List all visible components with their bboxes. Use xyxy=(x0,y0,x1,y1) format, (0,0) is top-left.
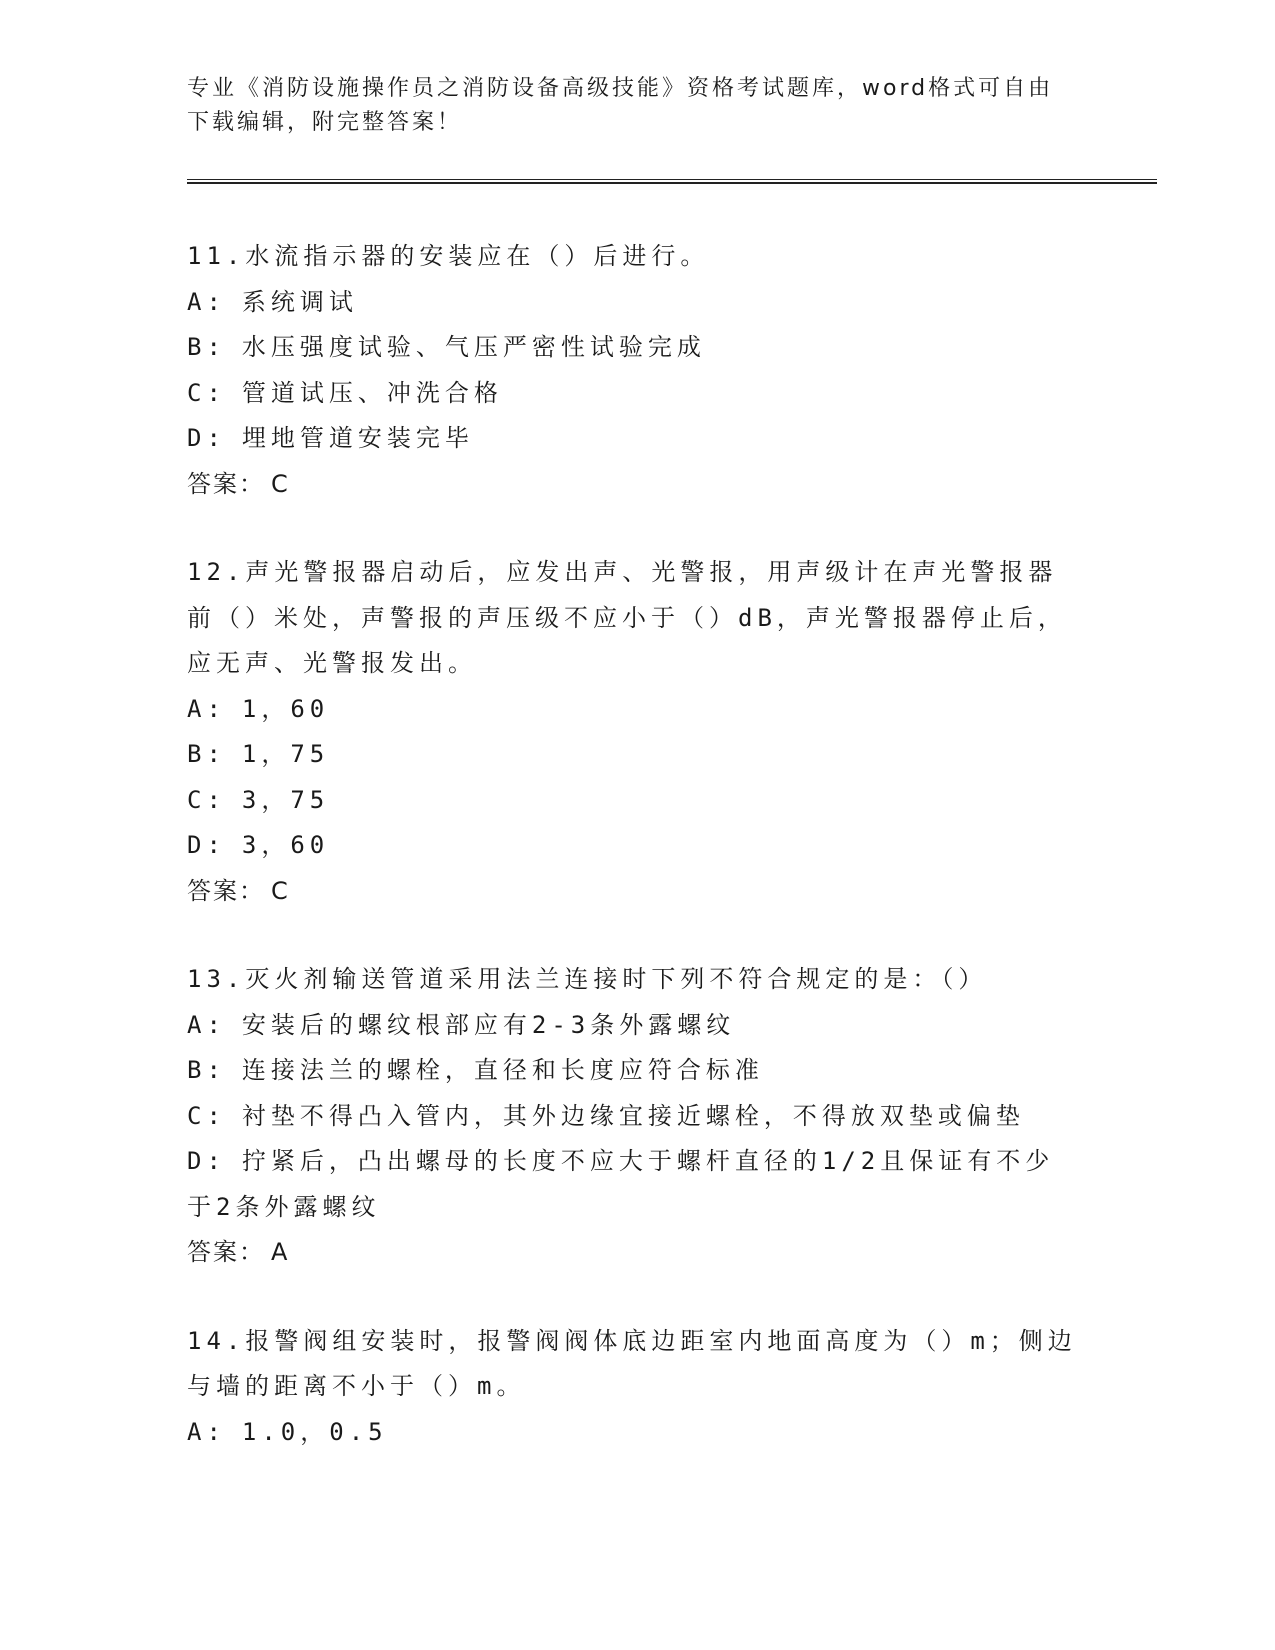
option-text: 1.0，0.5 xyxy=(241,1417,388,1446)
option-key: A: xyxy=(187,694,226,723)
option-key: D: xyxy=(187,424,226,452)
header-divider-thin xyxy=(187,179,1157,180)
option-text: 管道试压、冲洗合格 xyxy=(241,378,503,407)
option-b xyxy=(187,1048,1087,1094)
question-14 xyxy=(187,1319,1087,1456)
option-key: D: xyxy=(187,831,226,859)
answer-value: C xyxy=(271,876,290,905)
option-text: 3，75 xyxy=(241,785,330,814)
option-key: B: xyxy=(187,1056,226,1084)
option-text: 安装后的螺纹根部应有2-3条外露螺纹 xyxy=(241,1010,736,1039)
option-c xyxy=(187,1094,1087,1140)
question-list xyxy=(187,234,1087,1498)
option-key: C: xyxy=(187,1101,226,1130)
option-a xyxy=(187,1410,1087,1456)
option-text: 衬垫不得凸入管内，其外边缘宜接近螺栓，不得放双垫或偏垫 xyxy=(241,1101,1025,1130)
answer-line xyxy=(187,462,1087,508)
option-c xyxy=(187,778,1087,824)
option-c xyxy=(187,371,1087,417)
option-d xyxy=(187,823,1087,869)
option-text: 系统调试 xyxy=(241,287,358,316)
header-divider-thick xyxy=(187,182,1157,184)
answer-label: 答案： xyxy=(187,1238,265,1266)
option-text: 1，75 xyxy=(241,740,330,768)
answer-label: 答案： xyxy=(187,469,265,498)
option-d xyxy=(187,1139,1077,1230)
option-key: D: xyxy=(187,1147,226,1175)
question-13 xyxy=(187,957,1087,1276)
option-key: C: xyxy=(187,785,226,814)
question-stem: 14.报警阀组安装时，报警阀阀体底边距室内地面高度为（）m；侧边与墙的距离不小于（）m。 xyxy=(187,1326,1077,1400)
document-header: 专业《消防设施操作员之消防设备高级技能》资格考试题库，word格式可自由下载编辑，附完整答案！ xyxy=(187,76,1054,135)
option-b xyxy=(187,325,1087,371)
option-key: C: xyxy=(187,378,226,407)
option-text: 1，60 xyxy=(241,694,330,723)
question-12 xyxy=(187,550,1087,914)
answer-line xyxy=(187,869,1087,915)
question-stem: 13.灭火剂输送管道采用法兰连接时下列不符合规定的是：（） xyxy=(187,965,988,993)
option-text: 3，60 xyxy=(241,831,330,859)
answer-value: C xyxy=(271,469,290,498)
question-stem: 12.声光警报器启动后，应发出声、光警报，用声级计在声光警报器前（）米处，声警报的声压级不应小于（）dB，声光警报器停止后，应无声、光警报发出。 xyxy=(187,558,1067,677)
option-text: 连接法兰的螺栓，直径和长度应符合标准 xyxy=(241,1056,764,1084)
answer-line xyxy=(187,1230,1087,1276)
option-a xyxy=(187,280,1087,326)
option-key: A: xyxy=(187,1010,226,1039)
option-text: 埋地管道安装完毕 xyxy=(241,424,474,452)
question-11 xyxy=(187,234,1087,507)
answer-label: 答案： xyxy=(187,876,265,905)
option-text: 拧紧后，凸出螺母的长度不应大于螺杆直径的1/2且保证有不少于2条外露螺纹 xyxy=(187,1147,1055,1221)
option-key: A: xyxy=(187,1417,226,1446)
option-key: B: xyxy=(187,740,226,768)
answer-value: A xyxy=(271,1238,290,1266)
option-key: B: xyxy=(187,333,226,361)
question-stem: 11.水流指示器的安装应在（）后进行。 xyxy=(187,242,710,270)
option-a xyxy=(187,687,1087,733)
option-key: A: xyxy=(187,287,226,316)
option-text: 水压强度试验、气压严密性试验完成 xyxy=(241,333,706,361)
option-b xyxy=(187,732,1087,778)
option-a xyxy=(187,1003,1087,1049)
option-d xyxy=(187,416,1087,462)
